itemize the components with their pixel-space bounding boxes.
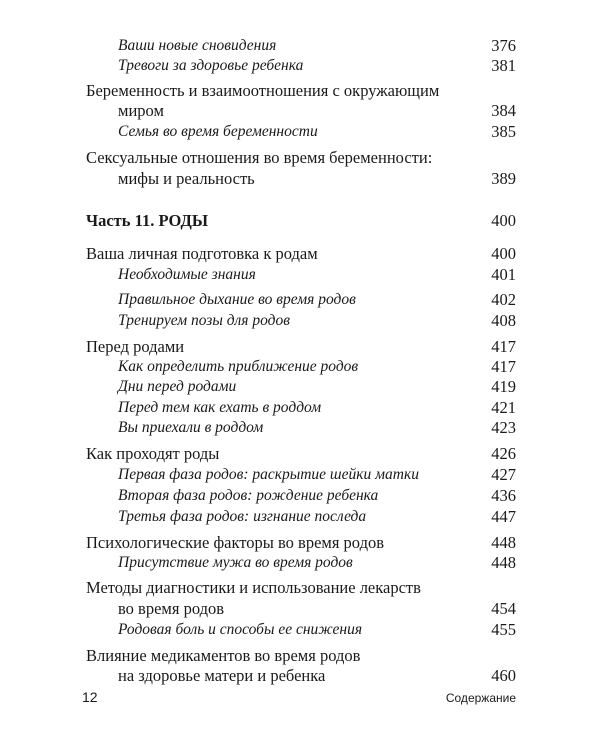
toc-entry [118, 311, 516, 331]
toc-entry-page: 454 [491, 599, 516, 618]
toc-entry-label: Родовая боль и способы ее снижения [118, 621, 363, 638]
toc-entry-label: Семья во время беременности [118, 123, 318, 140]
dot-leader [172, 101, 485, 121]
toc-entry-page: 385 [491, 122, 516, 141]
toc-entry [118, 36, 516, 56]
dot-leader [244, 377, 485, 397]
toc-entry-line1: Беременность и взаимоотношения с окружающим [86, 81, 440, 100]
dot-leader [216, 211, 485, 231]
toc-entry-label: Перед тем как ехать в роддом [118, 399, 322, 416]
toc-entry [118, 101, 516, 121]
toc-entry-label: мифы и реальность [118, 169, 255, 188]
toc-entry-label: Как проходят роды [86, 444, 220, 463]
footer-section-title: Содержание [445, 691, 516, 705]
toc-entry-label: Присутствие мужа во время родов [118, 554, 353, 571]
toc-entry-page: 436 [491, 486, 516, 505]
toc-entry-label: Первая фаза родов: раскрытие шейки матки [118, 466, 419, 483]
toc-entry [118, 290, 516, 310]
toc-entry-page: 402 [491, 290, 516, 309]
dot-leader [427, 465, 485, 485]
dot-leader [370, 620, 485, 640]
dot-leader [361, 553, 485, 573]
toc-entry-page: 400 [491, 211, 516, 230]
toc-entry-label: Правильное дыхание во время родов [118, 291, 356, 308]
toc-entry-label: Психологические факторы во время родов [86, 533, 385, 552]
toc-part-heading [86, 211, 516, 231]
toc-entry-page: 460 [491, 666, 516, 685]
toc-entry [118, 507, 516, 527]
toc-entry-page: 417 [491, 357, 516, 376]
dot-leader [232, 599, 485, 619]
dot-leader [326, 244, 486, 264]
toc-entry-label: Ваша личная подготовка к родам [86, 244, 318, 263]
toc-entry [118, 620, 516, 640]
toc-entry-label: Как определить приближение родов [118, 358, 359, 375]
toc-entry [118, 265, 516, 285]
toc-entry [118, 465, 516, 485]
dot-leader [392, 533, 485, 553]
dot-leader [284, 36, 485, 56]
toc-entry-label: Часть 11. РОДЫ [86, 211, 209, 230]
toc-entry-label: миром [118, 101, 164, 120]
toc-entry-line1: Сексуальные отношения во время беременности: [86, 148, 433, 167]
toc-entry-label: Вторая фаза родов: рождение ребенка [118, 487, 379, 504]
dot-leader [192, 337, 485, 357]
footer-page-number: 12 [82, 689, 98, 705]
toc-entry-label: Ваши новые сновидения [118, 37, 277, 54]
dot-leader [227, 444, 485, 464]
toc-entry-page: 447 [491, 507, 516, 526]
dot-leader [386, 486, 485, 506]
dot-leader [364, 290, 485, 310]
toc-entry-label: во время родов [118, 599, 225, 618]
toc-entry-line1: Влияние медикаментов во время родов [86, 646, 361, 665]
toc-entry [118, 122, 516, 142]
toc-entry-page: 427 [491, 465, 516, 484]
toc-entry-page: 448 [491, 533, 516, 552]
toc-entry-page: 401 [491, 265, 516, 284]
toc-entry-label: Дни перед родами [118, 378, 237, 395]
toc-entry [86, 244, 516, 264]
toc-entry-page: 419 [491, 377, 516, 396]
toc-entry-page: 376 [491, 36, 516, 55]
toc-entry-page: 389 [491, 169, 516, 188]
dot-leader [298, 311, 485, 331]
toc-entry [118, 418, 516, 438]
toc-entry-page: 421 [491, 398, 516, 417]
dot-leader [326, 122, 486, 142]
toc-entry [118, 56, 516, 76]
toc-entry-page: 426 [491, 444, 516, 463]
dot-leader [329, 398, 485, 418]
toc-entry [118, 553, 516, 573]
toc-entry-page: 423 [491, 418, 516, 437]
dot-leader [366, 357, 485, 377]
toc-entry [118, 666, 516, 686]
dot-leader [271, 418, 485, 438]
toc-entry [118, 357, 516, 377]
toc-entry-label: Вы приехали в роддом [118, 419, 264, 436]
toc-entry [86, 444, 516, 464]
toc-entry [86, 337, 516, 357]
toc-entry-page: 448 [491, 553, 516, 572]
toc-entry-page: 381 [491, 56, 516, 75]
toc-entry-page: 417 [491, 337, 516, 356]
toc-entry [118, 486, 516, 506]
dot-leader [263, 169, 486, 189]
toc-entry [118, 398, 516, 418]
toc-entry-page: 408 [491, 311, 516, 330]
toc-entry [118, 169, 516, 189]
toc-entry [86, 533, 516, 553]
toc-entry-label: Третья фаза родов: изгнание последа [118, 508, 367, 525]
dot-leader [333, 666, 485, 686]
dot-leader [311, 56, 485, 76]
toc-entry-page: 455 [491, 620, 516, 639]
toc-entry-label: Тренируем позы для родов [118, 312, 290, 329]
dot-leader [264, 265, 485, 285]
toc-entry-page: 400 [491, 244, 516, 263]
toc-entry-label: на здоровье матери и ребенка [118, 666, 326, 685]
toc-entry-label: Перед родами [86, 337, 185, 356]
toc-entry-page: 384 [491, 101, 516, 120]
dot-leader [374, 507, 485, 527]
toc-entry [118, 377, 516, 397]
toc-entry-line1: Методы диагностики и использование лекарств [86, 578, 421, 597]
toc-entry [118, 599, 516, 619]
toc-entry-label: Тревоги за здоровье ребенка [118, 57, 304, 74]
toc-entry-label: Необходимые знания [118, 266, 256, 283]
